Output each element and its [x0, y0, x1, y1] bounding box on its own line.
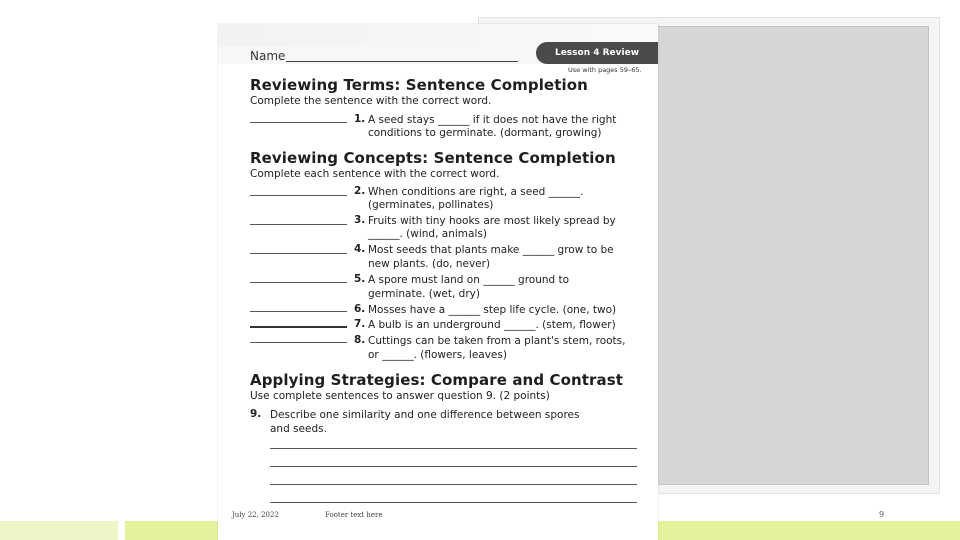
section-title-terms: Reviewing Terms: Sentence Completion: [250, 76, 588, 94]
question-number: 5.: [354, 273, 366, 285]
writing-line: [270, 466, 637, 467]
question-2-line1: When conditions are right, a seed ______.: [368, 186, 584, 198]
section-title-concepts: Reviewing Concepts: Sentence Completion: [250, 149, 616, 167]
footer-text: Footer text here: [325, 511, 383, 519]
answer-line-3: [250, 224, 347, 225]
question-9-line1: Describe one similarity and one difference between spores: [270, 409, 580, 421]
writing-line: [270, 484, 637, 485]
question-8-line1: Cuttings can be taken from a plant's stem, roots,: [368, 335, 626, 347]
question-9-line2: and seeds.: [270, 423, 327, 435]
question-number: 8.: [354, 334, 366, 346]
question-8-line2: or ______. (flowers, leaves): [368, 349, 507, 361]
writing-line: [270, 448, 637, 449]
question-5-line1: A spore must land on ______ ground to: [368, 274, 570, 286]
question-number: 3.: [354, 214, 366, 226]
answer-line-1: [250, 122, 347, 123]
question-number: 2.: [354, 185, 366, 197]
use-with-pages: Use with pages 59–65.: [568, 66, 642, 74]
question-3-line2: ______. (wind, animals): [368, 228, 487, 240]
lesson-review-tab: Lesson 4 Review: [536, 42, 658, 64]
answer-line-2: [250, 195, 347, 196]
answer-line-4: [250, 253, 347, 254]
footer-band-left: [0, 521, 118, 540]
question-number: 6.: [354, 303, 366, 315]
question-4-line2: new plants. (do, never): [368, 258, 491, 270]
question-7-line1: A bulb is an underground ______. (stem, flower): [368, 319, 616, 331]
question-4-line1: Most seeds that plants make ______ grow to be: [368, 244, 614, 256]
answer-line-6: [250, 311, 347, 312]
answer-line-8: [250, 342, 347, 343]
footer-date: July 22, 2022: [232, 511, 279, 519]
slide-number: 9: [879, 510, 885, 519]
section-title-strategies: Applying Strategies: Compare and Contrast: [250, 371, 624, 389]
question-number: 1.: [354, 113, 366, 125]
question-1-line1: A seed stays ______ if it does not have the right: [368, 114, 617, 126]
question-6-line1: Mosses have a ______ step life cycle. (one, two): [368, 304, 617, 316]
name-answer-line: [286, 61, 518, 62]
answer-line-7: [250, 326, 347, 328]
section-subtitle-strategies: Use complete sentences to answer question 9. (2 points): [250, 390, 550, 402]
worksheet-image: [218, 24, 658, 540]
question-3-line1: Fruits with tiny hooks are most likely spread by: [368, 215, 616, 227]
name-label: Name: [250, 49, 286, 63]
question-number: 7.: [354, 318, 366, 330]
section-subtitle-concepts: Complete each sentence with the correct word.: [250, 168, 500, 180]
question-2-line2: (germinates, pollinates): [368, 199, 494, 211]
question-5-line2: germinate. (wet, dry): [368, 288, 480, 300]
section-subtitle-terms: Complete the sentence with the correct word.: [250, 95, 492, 107]
question-number: 9.: [250, 408, 262, 420]
answer-line-5: [250, 282, 347, 283]
question-1-line2: conditions to germinate. (dormant, growing): [368, 127, 602, 139]
writing-line: [270, 502, 637, 503]
question-number: 4.: [354, 243, 366, 255]
